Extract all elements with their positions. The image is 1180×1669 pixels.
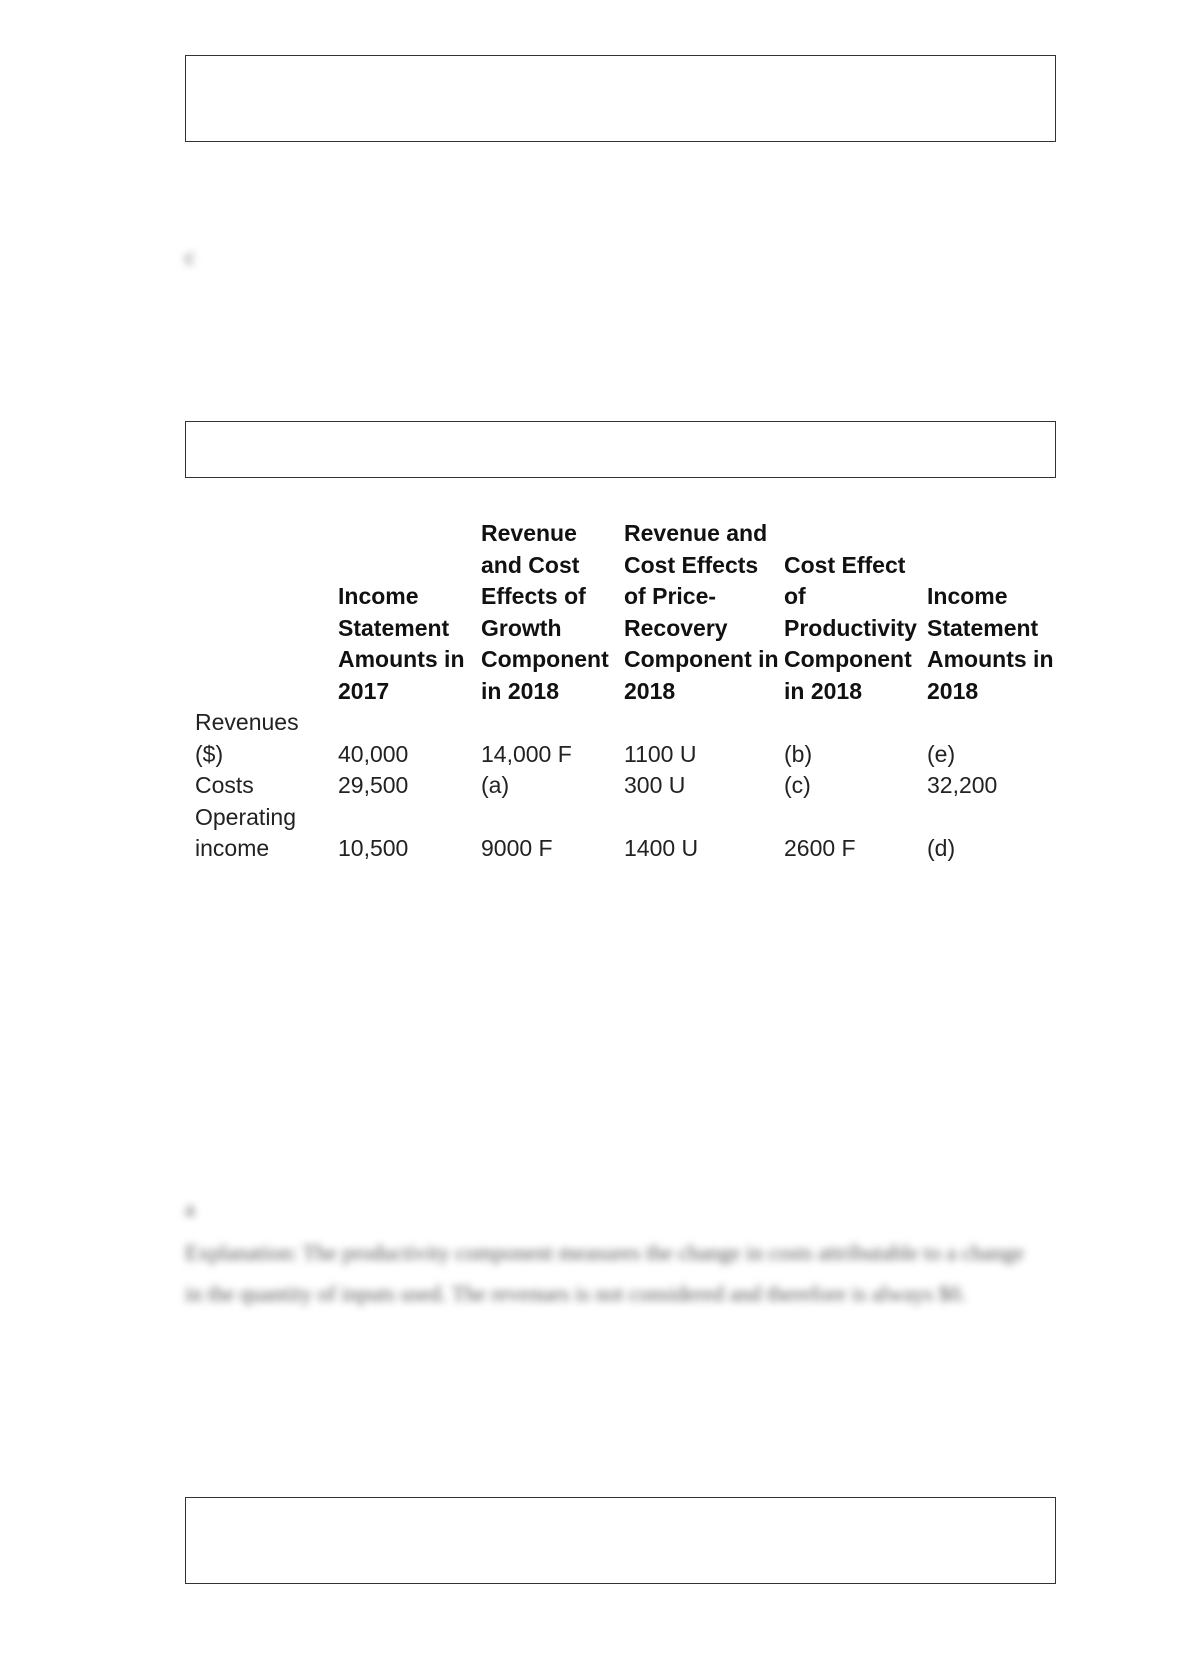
header-cell-blank bbox=[195, 518, 338, 707]
section-letter-c: c bbox=[185, 244, 195, 269]
table-cell: (e) bbox=[927, 740, 956, 767]
table-cell: (d) bbox=[927, 835, 956, 861]
table-row-costs bbox=[195, 770, 1067, 802]
table-row-operating-income bbox=[195, 802, 1067, 865]
variance-table bbox=[195, 518, 1067, 865]
table-row-revenues bbox=[195, 707, 1067, 770]
table-cell: 10,500 bbox=[338, 835, 409, 861]
table-cell: 1400 U bbox=[624, 835, 699, 861]
header-cell-productivity-component: Cost Effect of Productivity Component in 2018 bbox=[784, 551, 917, 704]
answer-box-middle bbox=[185, 421, 1056, 478]
header-cell-amounts-2017: Income Statement Amounts in 2017 bbox=[338, 583, 465, 704]
section-letter-a: a bbox=[185, 1196, 195, 1221]
variance-table-container bbox=[195, 518, 1067, 865]
table-cell: (a) bbox=[481, 772, 510, 798]
table-cell: 1100 U bbox=[624, 740, 697, 767]
table-cell: (b) bbox=[784, 740, 813, 767]
table-cell: 300 U bbox=[624, 772, 686, 798]
table-cell: 9000 F bbox=[481, 835, 553, 861]
explanation-text: Explanation: The productivity component measures the change in costs attributable to a change in the quantity of inputs used. The revenues is not considered and therefore is always $0. bbox=[185, 1240, 1025, 1306]
table-cell: 40,000 bbox=[338, 740, 409, 767]
header-cell-price-recovery-component: Revenue and Cost Effects of Price- Recovery Component in 2018 bbox=[624, 520, 779, 704]
table-cell: 2600 F bbox=[784, 835, 856, 861]
answer-box-bottom bbox=[185, 1497, 1056, 1584]
header-cell-growth-component: Revenue and Cost Effects of Growth Component in 2018 bbox=[481, 520, 609, 704]
row-label-costs: Costs bbox=[195, 772, 254, 798]
row-label-operating-income: Operating income bbox=[195, 803, 297, 861]
header-cell-amounts-2018: Income Statement Amounts in 2018 bbox=[927, 583, 1054, 704]
table-header-row bbox=[195, 518, 1067, 707]
row-label-revenues: Revenues ($) bbox=[195, 709, 299, 767]
table-cell: 29,500 bbox=[338, 772, 409, 798]
answer-box-top bbox=[185, 55, 1056, 142]
table-cell: 32,200 bbox=[927, 772, 998, 798]
table-cell: (c) bbox=[784, 772, 811, 798]
table-cell: 14,000 F bbox=[481, 740, 572, 767]
